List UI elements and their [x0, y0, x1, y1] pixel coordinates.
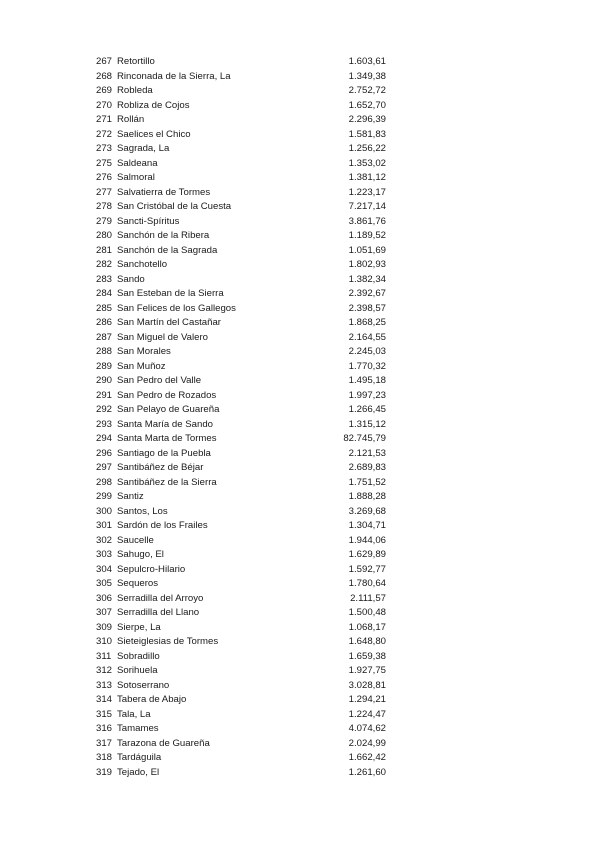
table-row — [96, 418, 386, 433]
amount-value: 2.121,53 — [348, 447, 386, 459]
amount-value: 2.392,67 — [348, 288, 386, 299]
municipality-name: Sierpe, La — [117, 621, 161, 633]
municipality-name: Sancti-Spíritus — [117, 215, 180, 227]
municipality-name: San Pelayo de Guareña — [117, 404, 220, 415]
row-number: 304 — [96, 563, 113, 575]
row-number: 267 — [96, 56, 113, 67]
municipality-name: Sanchotello — [117, 259, 168, 270]
row-number: 310 — [96, 636, 113, 647]
municipality-name: Tarazona de Guareña — [117, 737, 210, 749]
table-row — [96, 258, 386, 273]
municipality-name: Tardáguila — [117, 752, 162, 763]
row-number: 279 — [96, 215, 113, 227]
amount-value: 1.751,52 — [348, 476, 386, 488]
row-number: 312 — [96, 665, 113, 676]
amount-value: 1.927,75 — [348, 665, 386, 676]
municipality-name: Saucelle — [117, 534, 154, 546]
municipality-name: San Esteban de la Sierra — [117, 288, 224, 299]
table-row — [96, 432, 386, 447]
amount-value: 1.770,32 — [348, 360, 386, 372]
row-number: 268 — [96, 70, 113, 82]
municipality-name: Sepulcro-Hilario — [117, 563, 186, 575]
row-number: 314 — [96, 694, 113, 705]
amount-value: 1.353,02 — [348, 157, 386, 169]
municipality-name: Sotoserrano — [117, 679, 170, 691]
municipality-name: Santa Marta de Tormes — [117, 433, 217, 444]
amount-value: 1.224,47 — [348, 708, 386, 720]
table-row — [96, 70, 386, 85]
table-row — [96, 519, 386, 534]
amount-value: 1.662,42 — [348, 752, 386, 763]
municipality-name: Salmoral — [117, 172, 155, 183]
municipality-name: Sieteiglesias de Tormes — [117, 636, 219, 647]
municipality-name: San Felices de los Gallegos — [117, 302, 236, 314]
municipality-name: Sobradillo — [117, 650, 160, 662]
amount-value: 2.164,55 — [348, 331, 386, 343]
table-row — [96, 287, 386, 302]
municipality-name: Tabera de Abajo — [117, 694, 187, 705]
municipality-name: Serradilla del Llano — [117, 607, 200, 618]
table-row — [96, 461, 386, 476]
municipality-name: Tala, La — [117, 708, 151, 720]
table-row — [96, 84, 386, 99]
table-row — [96, 55, 386, 70]
municipality-name: Salvatierra de Tormes — [117, 186, 211, 198]
municipality-name: San Morales — [117, 346, 171, 357]
municipality-name: San Miguel de Valero — [117, 331, 209, 343]
amount-value: 2.245,03 — [348, 346, 386, 357]
amount-value: 2.296,39 — [348, 114, 386, 125]
row-number: 283 — [96, 273, 113, 285]
table-row — [96, 751, 386, 766]
table-row — [96, 186, 386, 201]
municipality-name: Sorihuela — [117, 665, 158, 676]
amount-value: 1.659,38 — [348, 650, 386, 662]
amount-value: 1.629,89 — [348, 549, 386, 560]
table-row — [96, 650, 386, 665]
amount-value: 1.315,12 — [348, 418, 386, 430]
row-number: 294 — [96, 433, 113, 444]
table-row — [96, 621, 386, 636]
table-row — [96, 563, 386, 578]
table-row — [96, 476, 386, 491]
table-row — [96, 316, 386, 331]
amount-value: 82.745,79 — [343, 433, 386, 444]
municipality-name: San Pedro del Valle — [117, 375, 202, 386]
amount-value: 1.581,83 — [348, 128, 386, 140]
row-number: 311 — [96, 650, 112, 662]
municipality-name: Sagrada, La — [117, 143, 170, 154]
table-row — [96, 374, 386, 389]
municipality-name: Retortillo — [117, 56, 155, 67]
amount-value: 1.381,12 — [348, 172, 386, 183]
amount-value: 1.888,28 — [348, 491, 386, 502]
table-row — [96, 331, 386, 346]
table-row — [96, 128, 386, 143]
amount-value: 1.294,21 — [348, 694, 386, 705]
row-number: 317 — [96, 737, 113, 749]
row-number: 299 — [96, 491, 113, 502]
table-row — [96, 664, 386, 679]
row-number: 282 — [96, 259, 113, 270]
municipality-name: San Cristóbal de la Cuesta — [117, 201, 232, 212]
amount-value: 7.217,14 — [348, 201, 386, 212]
table-row — [96, 403, 386, 418]
municipality-name: Tejado, El — [117, 766, 160, 778]
table-row — [96, 679, 386, 694]
row-number: 289 — [96, 360, 113, 372]
amount-value: 1.266,45 — [348, 404, 386, 415]
row-number: 315 — [96, 708, 113, 720]
row-number: 298 — [96, 476, 113, 488]
amount-value: 3.028,81 — [348, 679, 386, 691]
table-row — [96, 244, 386, 259]
amount-value: 1.603,61 — [348, 56, 386, 67]
municipality-name: Santiago de la Puebla — [117, 447, 211, 459]
amount-value: 1.648,80 — [348, 636, 386, 647]
row-number: 293 — [96, 418, 113, 430]
municipality-name: Tamames — [117, 723, 159, 734]
row-number: 319 — [96, 766, 113, 778]
municipality-name: Santibáñez de Béjar — [117, 462, 204, 473]
municipality-name: Santiz — [117, 491, 144, 502]
municipality-name: San Muñoz — [117, 360, 166, 372]
municipality-list — [96, 55, 386, 780]
row-number: 292 — [96, 404, 113, 415]
amount-value: 1.944,06 — [348, 534, 386, 546]
amount-value: 1.652,70 — [348, 99, 386, 111]
amount-value: 1.349,38 — [348, 70, 386, 82]
table-row — [96, 171, 386, 186]
table-row — [96, 505, 386, 520]
municipality-name: Saelices el Chico — [117, 128, 191, 140]
table-row — [96, 766, 386, 781]
row-number: 296 — [96, 447, 113, 459]
amount-value: 3.269,68 — [348, 505, 386, 517]
amount-value: 1.382,34 — [348, 273, 386, 285]
amount-value: 1.261,60 — [348, 766, 386, 778]
table-row — [96, 99, 386, 114]
amount-value: 1.868,25 — [348, 317, 386, 328]
table-row — [96, 708, 386, 723]
row-number: 287 — [96, 331, 113, 343]
row-number: 290 — [96, 375, 113, 386]
amount-value: 1.256,22 — [348, 143, 386, 154]
row-number: 277 — [96, 186, 113, 198]
municipality-name: Sanchón de la Sagrada — [117, 244, 218, 256]
row-number: 288 — [96, 346, 113, 357]
amount-value: 2.689,83 — [348, 462, 386, 473]
row-number: 281 — [96, 244, 113, 256]
amount-value: 4.074,62 — [348, 723, 386, 734]
amount-value: 1.189,52 — [348, 230, 386, 241]
amount-value: 1.068,17 — [348, 621, 386, 633]
municipality-name: San Pedro de Rozados — [117, 389, 217, 401]
table-row — [96, 635, 386, 650]
row-number: 306 — [96, 592, 113, 604]
row-number: 275 — [96, 157, 113, 169]
municipality-name: San Martín del Castañar — [117, 317, 221, 328]
row-number: 278 — [96, 201, 113, 212]
table-row — [96, 345, 386, 360]
table-row — [96, 229, 386, 244]
row-number: 284 — [96, 288, 113, 299]
amount-value: 2.111,57 — [350, 592, 386, 604]
municipality-name: Robliza de Cojos — [117, 99, 190, 111]
table-row — [96, 360, 386, 375]
row-number: 272 — [96, 128, 113, 140]
row-number: 300 — [96, 505, 113, 517]
amount-value: 2.024,99 — [348, 737, 386, 749]
table-row — [96, 490, 386, 505]
amount-value: 1.802,93 — [348, 259, 386, 270]
table-row — [96, 273, 386, 288]
row-number: 297 — [96, 462, 113, 473]
municipality-name: Saldeana — [117, 157, 158, 169]
municipality-name: Sando — [117, 273, 145, 285]
amount-value: 1.592,77 — [348, 563, 386, 575]
table-row — [96, 200, 386, 215]
table-row — [96, 737, 386, 752]
table-row — [96, 447, 386, 462]
municipality-name: Serradilla del Arroyo — [117, 592, 204, 604]
amount-value: 1.304,71 — [348, 520, 386, 531]
table-row — [96, 389, 386, 404]
row-number: 316 — [96, 723, 113, 734]
row-number: 303 — [96, 549, 113, 560]
amount-value: 2.398,57 — [348, 302, 386, 314]
amount-value: 1.500,48 — [348, 607, 386, 618]
table-row — [96, 142, 386, 157]
table-row — [96, 113, 386, 128]
row-number: 291 — [96, 389, 113, 401]
municipality-name: Santa María de Sando — [117, 418, 214, 430]
row-number: 285 — [96, 302, 113, 314]
table-row — [96, 592, 386, 607]
municipality-name: Santos, Los — [117, 505, 168, 517]
amount-value: 3.861,76 — [348, 215, 386, 227]
amount-value: 1.223,17 — [348, 186, 386, 198]
amount-value: 1.495,18 — [348, 375, 386, 386]
table-row — [96, 548, 386, 563]
table-row — [96, 693, 386, 708]
table-row — [96, 606, 386, 621]
amount-value: 1.997,23 — [348, 389, 386, 401]
table-row — [96, 577, 386, 592]
municipality-name: Rinconada de la Sierra, La — [117, 70, 231, 82]
municipality-name: Santibáñez de la Sierra — [117, 476, 217, 488]
municipality-name: Sequeros — [117, 578, 159, 589]
row-number: 271 — [96, 114, 113, 125]
row-number: 305 — [96, 578, 113, 589]
table-row — [96, 534, 386, 549]
row-number: 307 — [96, 607, 113, 618]
table-row — [96, 215, 386, 230]
row-number: 280 — [96, 230, 113, 241]
row-number: 301 — [96, 520, 113, 531]
row-number: 269 — [96, 85, 113, 96]
row-number: 273 — [96, 143, 113, 154]
table-row — [96, 157, 386, 172]
table-row — [96, 722, 386, 737]
municipality-name: Sanchón de la Ribera — [117, 230, 210, 241]
row-number: 286 — [96, 317, 113, 328]
row-number: 270 — [96, 99, 113, 111]
municipality-name: Robleda — [117, 85, 153, 96]
table-row — [96, 302, 386, 317]
row-number: 302 — [96, 534, 113, 546]
amount-value: 2.752,72 — [348, 85, 386, 96]
municipality-name: Sardón de los Frailes — [117, 520, 208, 531]
municipality-name: Sahugo, El — [117, 549, 164, 560]
municipality-name: Rollán — [117, 114, 145, 125]
row-number: 318 — [96, 752, 113, 763]
row-number: 309 — [96, 621, 113, 633]
row-number: 276 — [96, 172, 113, 183]
amount-value: 1.051,69 — [348, 244, 386, 256]
amount-value: 1.780,64 — [348, 578, 386, 589]
row-number: 313 — [96, 679, 113, 691]
